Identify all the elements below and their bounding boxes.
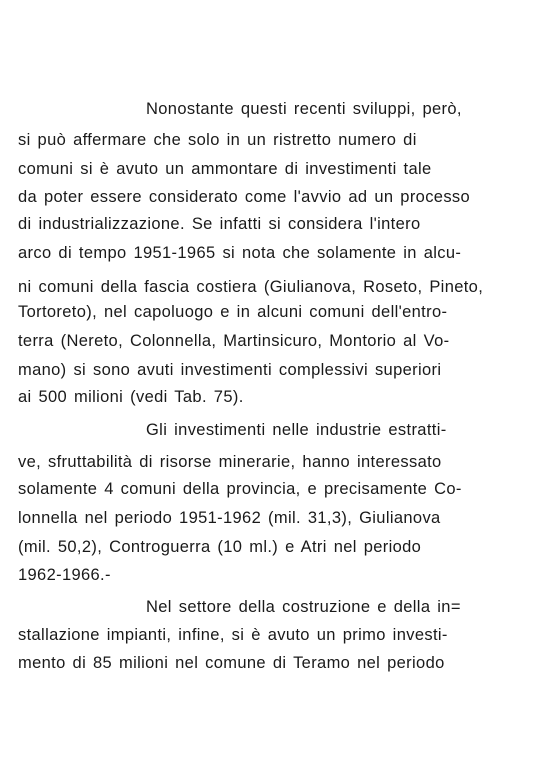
paragraph-2-line-4: lonnella nel periodo 1951-1962 (mil. 31,3), Giulianova — [18, 509, 441, 527]
paragraph-1-line-2: si può affermare che solo in un ristretto numero di — [18, 131, 417, 149]
paragraph-2-line-3: solamente 4 comuni della provincia, e precisamente Co- — [18, 480, 462, 498]
paragraph-1-line-4: da poter essere considerato come l'avvio ad un processo — [18, 188, 471, 206]
paragraph-3-line-2: stallazione impianti, infine, si è avuto un primo investi- — [18, 626, 448, 644]
paragraph-1-line-7: ni comuni della fascia costiera (Giulianova, Roseto, Pineto, — [18, 278, 484, 296]
paragraph-1-line-11: ai 500 milioni (vedi Tab. 75). — [18, 388, 244, 406]
paragraph-1-line-8: Tortoreto), nel capoluogo e in alcuni comuni dell'entro- — [18, 303, 448, 321]
paragraph-2-line-2: ve, sfruttabilità di risorse minerarie, hanno interessato — [18, 453, 442, 471]
paragraph-3-line-1: Nel settore della costruzione e della in= — [146, 598, 461, 616]
paragraph-2-line-5: (mil. 50,2), Controguerra (10 ml.) e Atri nel periodo — [18, 538, 422, 556]
paragraph-1-line-3: comuni si è avuto un ammontare di investimenti tale — [18, 160, 432, 178]
paragraph-1-line-9: terra (Nereto, Colonnella, Martinsicuro, Montorio al Vo- — [18, 332, 450, 350]
paragraph-2-line-6: 1962-1966.- — [18, 566, 111, 584]
paragraph-1-line-5: di industrializzazione. Se infatti si considera l'intero — [18, 215, 421, 233]
paragraph-3-line-3: mento di 85 milioni nel comune di Teramo nel periodo — [18, 654, 445, 672]
paragraph-1-line-10: mano) si sono avuti investimenti complessivi superiori — [18, 361, 442, 379]
paragraph-1-line-1: Nonostante questi recenti sviluppi, però, — [146, 100, 462, 118]
paragraph-2-line-1: Gli investimenti nelle industrie estratti- — [146, 421, 447, 439]
paragraph-1-line-6: arco di tempo 1951-1965 si nota che solamente in alcu- — [18, 244, 462, 262]
